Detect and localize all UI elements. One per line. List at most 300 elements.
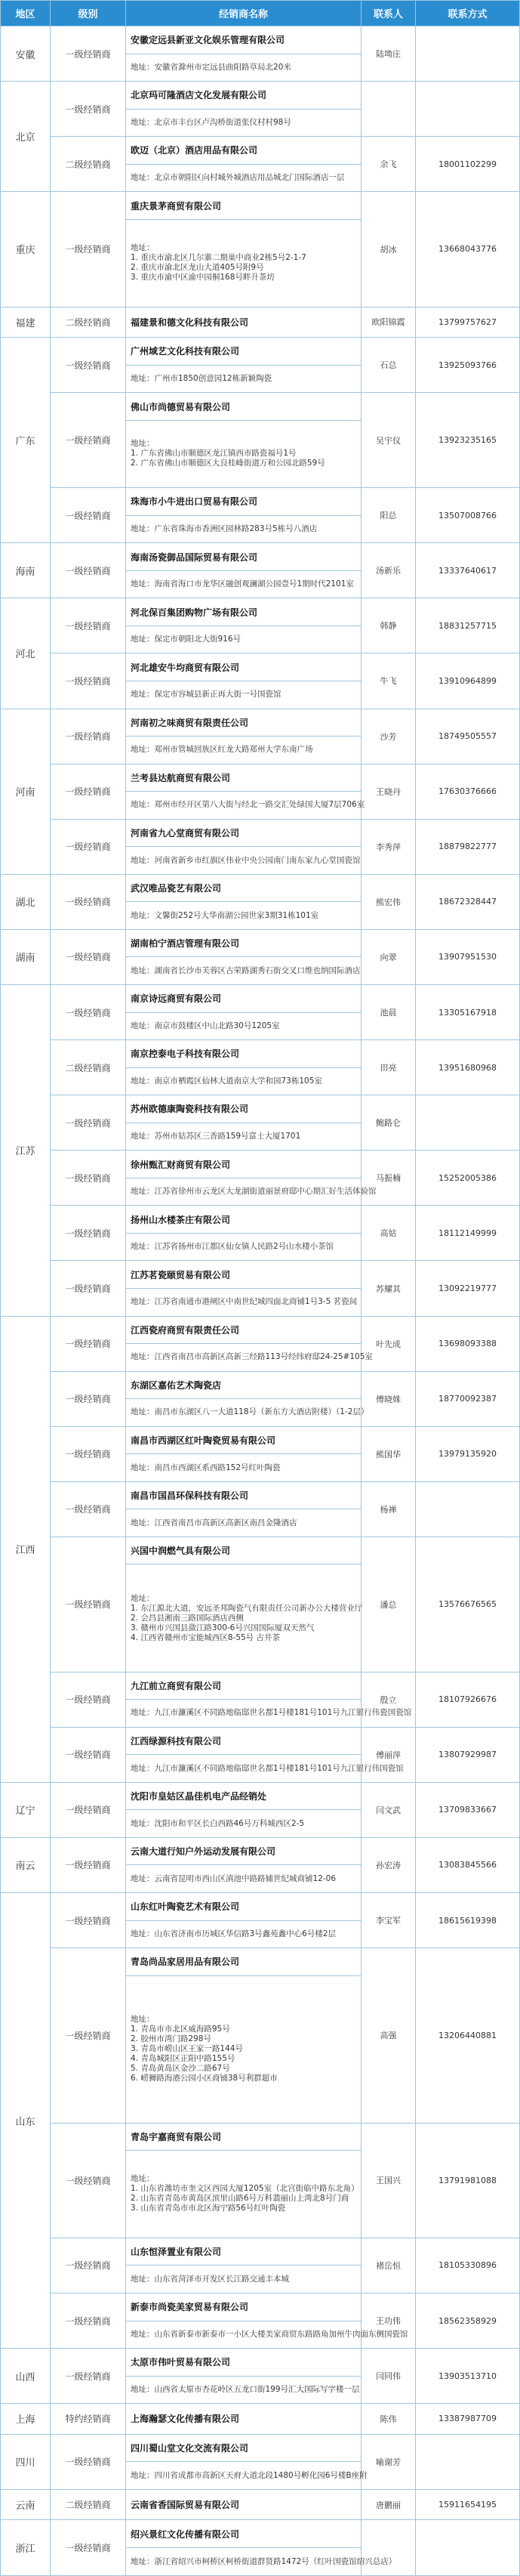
header-company: 经销商名称 (126, 1, 362, 26)
address-prefix: 地址： (131, 579, 155, 589)
phone-cell: 13206440881 (416, 1948, 520, 2123)
address-text: 山东省新泰市新泰市一小区大楼美家商贸东路路角加州牛肉面东侧国瓷馆 (154, 2329, 408, 2339)
level-cell: 一级经销商 (51, 543, 126, 598)
address-line (131, 173, 356, 183)
contact-cell: 王功伟 (362, 2293, 416, 2348)
table-row (1, 2520, 520, 2548)
address-line (131, 1297, 356, 1307)
address-text: 江西省南昌市高新区高新三经路113号经纬府邸24-25#105室 (154, 1352, 373, 1362)
level-cell: 一级经销商 (51, 1537, 126, 1672)
phone-cell: 13925093766 (416, 338, 520, 393)
contact-cell: 闫文武 (362, 1782, 416, 1837)
table-row (1, 1261, 520, 1289)
address-cell (126, 54, 362, 82)
address-line: 2. 会昌县湘南三路国际酒店西侧 (131, 1613, 244, 1623)
address-prefix: 地址： (131, 439, 155, 449)
address-prefix: 地址： (131, 800, 155, 810)
table-row (1, 1727, 520, 1755)
address-cell (126, 957, 362, 985)
contact-cell: 沙芳 (362, 709, 416, 764)
contact-cell: 孙宏涛 (362, 1837, 416, 1892)
address-line: 4. 青岛城阳区正阳中路155号 (131, 2054, 235, 2064)
phone-cell: 13083845566 (416, 1837, 520, 1892)
address-line: 3. 赣州市兴国县潋江路300-6号兴国国际厦双天然气 (131, 1623, 315, 1632)
region-cell: 南云 (1, 1837, 51, 1892)
address-line: 1. 重庆市渝北区几尔寨二期巢中商业2栋5号2-1-7 (131, 253, 306, 263)
table-row (1, 393, 520, 421)
level-cell: 一级经销商 (51, 1948, 126, 2123)
header-phone: 联系方式 (416, 1, 520, 26)
address-prefix: 地址： (131, 2556, 155, 2566)
address-line (131, 1463, 356, 1473)
contact-cell: 向翠 (362, 929, 416, 984)
phone-cell: 13799757627 (416, 307, 520, 338)
address-line: 2. 重庆市渝北区龙山大道405号附9号 (131, 263, 264, 273)
address-prefix: 地址： (131, 965, 155, 975)
address-prefix: 地址： (131, 1021, 155, 1030)
address-line: 5. 青岛黄岛区金沙二路67号 (131, 2064, 230, 2074)
region-cell: 福建 (1, 307, 51, 338)
address-cell (126, 2462, 368, 2490)
address-line (131, 800, 365, 810)
address-cell (126, 681, 362, 709)
contact-cell: 王晓丹 (362, 764, 416, 819)
address-prefix: 地址： (131, 373, 155, 383)
company-name: 绍兴景红文化传播有限公司 (126, 2520, 362, 2548)
address-line (131, 2329, 408, 2340)
phone-cell: 18001102299 (416, 137, 520, 192)
contact-cell: 鲍路仑 (362, 1095, 416, 1151)
company-name: 南京控泰电子科技有限公司 (126, 1040, 362, 1068)
address-line (131, 1763, 404, 1774)
table-row (1, 338, 520, 366)
company-name: 福建景和德文化科技有限公司 (126, 307, 362, 338)
contact-cell (362, 82, 416, 137)
header-row (1, 1, 520, 26)
company-name: 山东恒泽置业有限公司 (126, 2238, 362, 2266)
region-cell: 湖南 (1, 929, 51, 984)
address-text: 河南省新乡市红旗区伟业中央公园南门南东家九心堂国瓷馆 (154, 855, 361, 865)
address-cell (126, 1178, 377, 1206)
company-name: 河北雄安牛均商贸有限公司 (126, 653, 362, 681)
company-name: 欧迈（北京）酒店用品有限公司 (126, 137, 362, 165)
company-name: 河北保百集团购物广场有限公司 (126, 598, 362, 626)
table-row (1, 1040, 520, 1068)
company-name: 扬州山水楼茶庄有限公司 (126, 1206, 362, 1234)
table-row (1, 1782, 520, 1810)
level-cell: 一级经销商 (51, 1727, 126, 1782)
level-cell: 一级经销商 (51, 488, 126, 543)
address-line (131, 2470, 368, 2481)
contact-cell: 叶先成 (362, 1316, 416, 1371)
address-prefix: 地址： (131, 910, 155, 920)
address-prefix: 地址： (131, 1818, 155, 1828)
address-prefix: 地址： (131, 2329, 155, 2339)
address-cell (126, 2266, 362, 2293)
level-cell: 一级经销商 (51, 1316, 126, 1371)
company-name: 南昌市西湖区红叶陶瓷贸易有限公司 (126, 1426, 362, 1454)
company-name: 新泰市尚瓷美家贸易有限公司 (126, 2293, 362, 2321)
address-line (131, 579, 356, 589)
address-cell (126, 792, 365, 820)
address-text: 江苏省南通市港闸区中南世纪城四面北商铺1号3-5 茗瓷间 (154, 1297, 358, 1307)
address-prefix: 地址： (131, 1242, 155, 1252)
table-row (1, 2404, 520, 2435)
address-prefix: 地址： (131, 2174, 155, 2184)
address-text: 江苏省扬州市江都区仙女镇人民路2号山水楼小茶馆 (154, 1242, 334, 1252)
address-text: 文馨街252号大华南湖公园世家3期31栋101室 (154, 910, 319, 920)
table-row (1, 2434, 520, 2462)
level-cell: 一级经销商 (51, 598, 126, 653)
table-row (1, 2349, 520, 2377)
address-cell (126, 1509, 362, 1537)
address-cell (126, 1233, 362, 1261)
address-cell (126, 420, 362, 487)
address-prefix: 地址： (131, 1297, 155, 1307)
company-name: 兴国中润燃气具有限公司 (126, 1537, 362, 1564)
address-line: 2. 广东省佛山市顺德区大良桂峰街道万和公园北路59号 (131, 459, 325, 468)
address-line (131, 965, 361, 976)
table-row (1, 1481, 520, 1509)
address-cell (126, 1700, 412, 1728)
dealer-body (1, 26, 520, 2576)
address-line (131, 1407, 369, 1417)
company-name: 佛山市尚德贸易有限公司 (126, 393, 362, 421)
phone-cell: 13092219777 (416, 1261, 520, 1316)
table-row (1, 1537, 520, 1564)
company-name: 东湖区嘉佑艺术陶瓷店 (126, 1371, 362, 1399)
level-cell: 一级经销商 (51, 1151, 126, 1206)
phone-cell: 13576676565 (416, 1537, 520, 1672)
phone-cell: 13923235165 (416, 393, 520, 488)
level-cell: 一级经销商 (51, 338, 126, 393)
address-text: 南京市鼓楼区中山北路30号1205室 (154, 1021, 280, 1030)
address-text: 郑州市经开区第八大街与经北一路交汇处绿国大厦7层706室 (154, 800, 365, 810)
address-text: 浙江省绍兴市柯桥区柯桥街道群贤路1472号（红叶国瓷馆绍兴总店） (154, 2556, 397, 2566)
level-cell: 一级经销商 (51, 929, 126, 984)
address-prefix: 地址： (131, 1352, 155, 1362)
contact-cell: 杨禅 (362, 1481, 416, 1537)
table-row (1, 137, 520, 165)
contact-cell: 池晨 (362, 985, 416, 1040)
address-text: 苏州市姑苏区三香路159号富士大厦1701 (154, 1132, 301, 1141)
region-cell: 北京 (1, 82, 51, 192)
level-cell: 一级经销商 (51, 1095, 126, 1151)
level-cell: 二级经销商 (51, 1040, 126, 1095)
company-name: 兰考县达航商贸有限公司 (126, 764, 362, 792)
address-cell (126, 902, 362, 930)
level-cell: 一级经销商 (51, 2123, 126, 2238)
address-line (131, 63, 356, 73)
address-line (131, 911, 356, 921)
region-cell: 山西 (1, 2349, 51, 2404)
address-prefix: 地址： (131, 243, 155, 253)
company-name: 青岛尚品家居用品有限公司 (126, 1948, 362, 1976)
table-row (1, 874, 520, 902)
phone-cell: 18831257715 (416, 598, 520, 653)
company-name: 湖南柏宁酒店管理有限公司 (126, 929, 362, 957)
table-row (1, 1095, 520, 1123)
address-prefix: 地址： (131, 524, 155, 533)
address-cell (126, 1810, 362, 1838)
phone-cell: 15252005386 (416, 1151, 520, 1206)
table-row (1, 709, 520, 737)
address-text: 安徽省滁州市定远县曲阳路草局北20米 (154, 62, 291, 72)
contact-cell: 马振楠 (362, 1151, 416, 1206)
address-cell (126, 515, 362, 543)
company-name: 江苏茗瓷颐贸易有限公司 (126, 1261, 362, 1289)
address-line (131, 118, 356, 128)
level-cell: 一级经销商 (51, 192, 126, 307)
address-line (131, 1076, 356, 1086)
address-line (131, 635, 356, 644)
address-text: 四川省成都市高新区天府大道北段1480号孵化园6号楼B座附 (154, 2470, 368, 2480)
table-row (1, 1371, 520, 1399)
phone-cell (416, 2520, 520, 2576)
contact-cell: 闫同伟 (362, 2349, 416, 2404)
phone-cell: 13979135920 (416, 1426, 520, 1481)
address-cell (126, 2376, 362, 2404)
address-line (131, 1021, 356, 1031)
address-prefix: 地址： (131, 1518, 155, 1527)
contact-cell: 阳总 (362, 488, 416, 543)
region-cell: 河南 (1, 709, 51, 874)
company-name: 北京玛可隆酒店文化发展有限公司 (126, 82, 362, 110)
address-cell (126, 847, 362, 875)
region-cell: 辽宁 (1, 1782, 51, 1837)
contact-cell: 田亮 (362, 1040, 416, 1095)
address-cell (126, 737, 362, 764)
address-text: 江苏省徐州市云龙区大龙湖街道丽景府邸中心期汇好生活体验馆 (154, 1187, 377, 1197)
address-prefix: 地址： (131, 1593, 155, 1603)
phone-cell: 13910964899 (416, 653, 520, 709)
address-cell (126, 2548, 397, 2576)
address-prefix: 地址： (131, 2384, 155, 2394)
contact-cell: 李秀萍 (362, 819, 416, 874)
phone-cell: 13387987709 (416, 2404, 520, 2435)
table-row (1, 929, 520, 957)
contact-cell: 傅丽萍 (362, 1727, 416, 1782)
phone-cell: 13668043776 (416, 192, 520, 307)
address-text: 九江市濂溪区不同路地临邸世名都1号楼181号101号九江银行伟国瓷馆 (154, 1763, 404, 1773)
company-name: 武汉唯品瓷艺有限公司 (126, 874, 362, 902)
table-row (1, 1837, 520, 1865)
address-line: 1. 山东省潍坊市奎文区西园大厦1205室（北宫街临中路东北角） (131, 2184, 359, 2194)
contact-cell: 褚岳恒 (362, 2238, 416, 2293)
company-name: 云南省香国际贸易有限公司 (126, 2489, 362, 2520)
contact-cell: 陈伟 (362, 2404, 416, 2435)
level-cell: 一级经销商 (51, 1261, 126, 1316)
company-name: 青岛宇嘉商贸有限公司 (126, 2123, 362, 2151)
table-row (1, 82, 520, 110)
phone-cell (416, 1481, 520, 1537)
level-cell: 一级经销商 (51, 1481, 126, 1537)
address-line (131, 1187, 377, 1197)
address-text: 山东省菏泽市开发区长江路交通丰本城 (154, 2274, 289, 2284)
table-row (1, 2489, 520, 2520)
address-cell (126, 365, 362, 393)
header-region: 地区 (1, 1, 51, 26)
contact-cell: 潘总 (362, 1537, 416, 1672)
table-row (1, 819, 520, 847)
address-cell (126, 1123, 362, 1151)
phone-cell: 13698093388 (416, 1316, 520, 1371)
contact-cell (362, 2520, 416, 2576)
region-cell: 安徽 (1, 26, 51, 82)
company-name: 江西瓷府商贸有限责任公司 (126, 1316, 362, 1344)
company-name: 广州域艺文化科技有限公司 (126, 338, 362, 366)
contact-cell: 韩静 (362, 598, 416, 653)
contact-cell: 余飞 (362, 137, 416, 192)
phone-cell: 13951680968 (416, 1040, 520, 1095)
contact-cell: 喻谢芳 (362, 2434, 416, 2489)
address-cell (126, 1399, 369, 1427)
contact-cell: 王国兴 (362, 2123, 416, 2238)
address-line (131, 1242, 356, 1252)
address-line: 3. 山东省青岛市市北区海宁路56号红叶陶瓷 (131, 2204, 286, 2213)
region-cell: 江苏 (1, 985, 51, 1317)
level-cell: 一级经销商 (51, 874, 126, 929)
address-cell (126, 1454, 362, 1482)
company-name: 海南汤瓷御品国际贸易有限公司 (126, 543, 362, 571)
company-name: 九江前立商贸有限公司 (126, 1672, 362, 1700)
address-prefix: 地址： (131, 1929, 155, 1938)
level-cell: 一级经销商 (51, 2238, 126, 2293)
address-prefix: 地址： (131, 745, 155, 755)
region-cell: 云南 (1, 2489, 51, 2520)
address-line: 1. 青岛市市北区威海路95号 (131, 2025, 230, 2034)
address-text: 保定市朝阳北大街916号 (154, 635, 242, 644)
contact-cell: 熊国华 (362, 1426, 416, 1481)
phone-cell: 18672328447 (416, 874, 520, 929)
table-row (1, 1893, 520, 1921)
phone-cell: 18749505557 (416, 709, 520, 764)
level-cell: 一级经销商 (51, 1782, 126, 1837)
region-cell: 四川 (1, 2434, 51, 2489)
company-name: 山东红叶陶瓷艺术有限公司 (126, 1893, 362, 1921)
company-name: 苏州欧德康陶瓷科技有限公司 (126, 1095, 362, 1123)
phone-cell: 18770092387 (416, 1371, 520, 1426)
contact-cell: 唐鹏丽 (362, 2489, 416, 2520)
address-text: 广东省珠海市香洲区园林路283号5栋号八酒店 (154, 524, 318, 533)
address-text: 北京市丰台区卢沟桥街道张仪村村98号 (154, 117, 291, 127)
table-row (1, 1206, 520, 1234)
company-name: 河南初之味商贸有限责任公司 (126, 709, 362, 737)
address-text: 湖南省长沙市芙蓉区古荣路湖秀石街交叉口维也纳国际酒店 (154, 965, 361, 975)
address-prefix: 地址： (131, 173, 155, 182)
table-row (1, 192, 520, 220)
level-cell: 一级经销商 (51, 1672, 126, 1727)
address-line: 3. 青岛市崂山区王家一路144号 (131, 2044, 243, 2054)
table-row (1, 653, 520, 681)
address-line (131, 2556, 397, 2567)
table-row (1, 543, 520, 571)
table-row (1, 1672, 520, 1700)
table-row (1, 2238, 520, 2266)
table-row (1, 307, 520, 338)
address-line (131, 1874, 356, 1884)
address-prefix: 地址： (131, 855, 155, 865)
header-contact: 联系人 (362, 1, 416, 26)
phone-cell: 18562358929 (416, 2293, 520, 2348)
contact-cell: 李宝军 (362, 1893, 416, 1948)
level-cell: 一级经销商 (51, 2293, 126, 2348)
contact-cell: 牛飞 (362, 653, 416, 709)
table-row (1, 2293, 520, 2321)
contact-cell: 苏耀其 (362, 1261, 416, 1316)
address-cell (126, 625, 362, 653)
address-prefix: 地址： (131, 1407, 155, 1417)
table-row (1, 1948, 520, 1976)
level-cell: 一级经销商 (51, 985, 126, 1040)
table-row (1, 1316, 520, 1344)
phone-cell (416, 26, 520, 82)
address-text: 南昌市西湖区系西路152号红叶陶瓷 (154, 1463, 281, 1472)
address-prefix: 地址： (131, 1132, 155, 1141)
phone-cell: 13903513710 (416, 2349, 520, 2404)
address-line (131, 524, 356, 534)
address-prefix: 地址： (131, 635, 155, 644)
address-text: 南京市栖霞区仙林大道南京大学和园73栋105室 (154, 1076, 322, 1086)
contact-cell: 殷立 (362, 1672, 416, 1727)
level-cell: 一级经销商 (51, 82, 126, 137)
company-name: 重庆景茅商贸有限公司 (126, 192, 362, 220)
address-prefix: 地址： (131, 1463, 155, 1472)
contact-cell: 欧阳锦霞 (362, 307, 416, 338)
address-text: 北京市朝阳区向村城外城酒店用品城北门国际酒店一层 (154, 173, 345, 182)
address-line (131, 374, 356, 384)
address-cell (126, 1289, 362, 1317)
address-line (131, 1352, 373, 1362)
level-cell: 一级经销商 (51, 1837, 126, 1892)
address-line (131, 2384, 360, 2395)
phone-cell: 15911654195 (416, 2489, 520, 2520)
address-cell (126, 1012, 362, 1040)
phone-cell (416, 2434, 520, 2489)
address-cell (126, 109, 362, 137)
contact-cell: 熊宏伟 (362, 874, 416, 929)
phone-cell: 13791981088 (416, 2123, 520, 2238)
address-line: 2. 山东省青岛市黄岛区滨里山路6号万科翡丽山上湾北8号门商 (131, 2194, 349, 2204)
address-cell (126, 1975, 362, 2123)
address-text: 郑州市管城回族区红龙大路郑州大学东南广场 (154, 745, 313, 755)
address-prefix: 地址： (131, 62, 155, 72)
contact-cell: 石总 (362, 338, 416, 393)
level-cell: 一级经销商 (51, 2520, 126, 2576)
level-cell: 一级经销商 (51, 26, 126, 82)
table-row (1, 488, 520, 516)
address-prefix: 地址： (131, 2274, 155, 2284)
address-cell (126, 1865, 362, 1893)
contact-cell: 陆坳庄 (362, 26, 416, 82)
address-text: 山西省太原市杏花岭区五龙口街199号汇大国际写字楼一层 (154, 2384, 360, 2394)
phone-cell (416, 82, 520, 137)
address-prefix: 地址： (131, 1708, 155, 1718)
address-prefix: 地址： (131, 1187, 155, 1197)
address-line: 6. 崂狮路海港公园小区商铺38号利群超市 (131, 2074, 278, 2083)
header-level: 级别 (51, 1, 126, 26)
address-line (131, 690, 356, 700)
address-line (131, 1929, 356, 1939)
level-cell: 二级经销商 (51, 2489, 126, 2520)
address-text: 保定市容城县新正再大街一号国瓷馆 (154, 690, 282, 700)
address-prefix: 地址： (131, 117, 155, 127)
address-line (131, 1708, 412, 1718)
level-cell: 一级经销商 (51, 1426, 126, 1481)
address-line (131, 745, 356, 755)
company-name: 河南省九心堂商贸有限公司 (126, 819, 362, 847)
level-cell: 二级经销商 (51, 307, 126, 338)
